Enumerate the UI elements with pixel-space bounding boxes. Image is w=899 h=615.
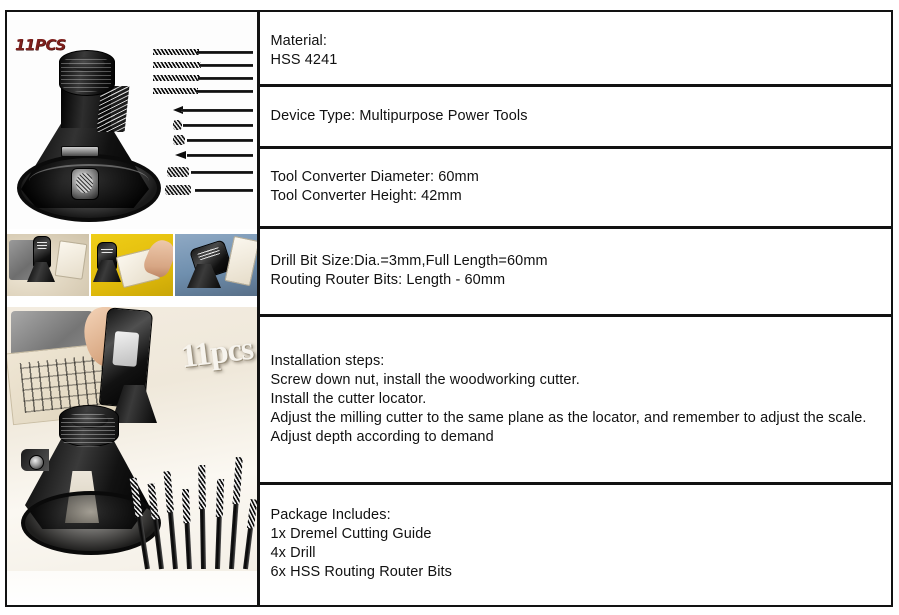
product-image-column: [7, 12, 257, 605]
bit-twist-3: [153, 76, 253, 80]
spec-table: [5, 10, 893, 607]
material-label: Material:: [270, 33, 327, 49]
spec-row-device-type: [260, 86, 892, 146]
install-heading: Installation steps:: [270, 352, 385, 369]
loose-bits-group: [143, 449, 255, 569]
photo-overlay-pcs-text: 11pcs: [178, 330, 255, 376]
drill-bit-size-text: Drill Bit Size:Dia.=3mm,Full Length=60mm: [270, 253, 548, 269]
action-photo-strip: [7, 234, 257, 296]
bit-burr-round: [153, 170, 253, 174]
action-photo-1: [7, 234, 89, 296]
material-value: HSS 4241: [270, 52, 338, 68]
package-item-1: 1x Dremel Cutting Guide: [270, 526, 432, 542]
bit-burr-cylinder: [153, 188, 253, 192]
loose-bit-7: [229, 457, 242, 569]
bit-router-v: [153, 108, 253, 112]
loose-bit-8: [243, 499, 256, 569]
package-heading: Package Includes:: [270, 507, 391, 523]
bit-router-point: [153, 153, 253, 157]
loose-bit-4: [183, 489, 192, 569]
install-step-4: Adjust depth according to demand: [270, 428, 494, 445]
loose-bit-3: [164, 471, 178, 569]
spec-row-material: [260, 18, 892, 84]
converter-height-text: Tool Converter Height: 42mm: [270, 188, 462, 204]
install-step-3: Adjust the milling cutter to the same plane as the locator, and remember to adjust the scale.: [270, 409, 867, 426]
large-product-photo: [7, 307, 257, 605]
drill-bit-rack: [153, 46, 253, 206]
router-bit-size-text: Routing Router Bits: Length - 60mm: [270, 272, 506, 288]
cutting-guide-illustration: [15, 42, 155, 217]
action-photo-3: [175, 234, 257, 296]
specification-column: [260, 12, 892, 605]
loose-bit-2: [149, 483, 164, 569]
action-photo-2: [91, 234, 173, 296]
spec-row-package-includes: [260, 484, 892, 604]
loose-bit-5: [199, 465, 206, 569]
spec-row-bit-size: [260, 228, 892, 314]
pcs-count-badge: 11PCS: [15, 36, 66, 54]
bit-router-straight: [153, 123, 253, 127]
spec-row-tool-converter: [260, 148, 892, 226]
hero-product-image: [7, 14, 257, 229]
bit-twist-2: [153, 63, 253, 67]
install-step-1: Screw down nut, install the woodworking cutter.: [270, 371, 580, 388]
device-type-text: Device Type: Multipurpose Power Tools: [270, 107, 528, 124]
package-item-3: 6x HSS Routing Router Bits: [270, 564, 453, 580]
bit-twist-4: [153, 89, 253, 93]
install-step-2: Install the cutter locator.: [270, 390, 427, 407]
converter-diameter-text: Tool Converter Diameter: 60mm: [270, 169, 479, 185]
spec-row-installation-steps: [260, 316, 892, 482]
bit-router-cove: [153, 138, 253, 142]
bit-twist-1: [153, 50, 253, 54]
loose-bit-6: [215, 479, 223, 569]
package-item-2: 4x Drill: [270, 545, 316, 561]
